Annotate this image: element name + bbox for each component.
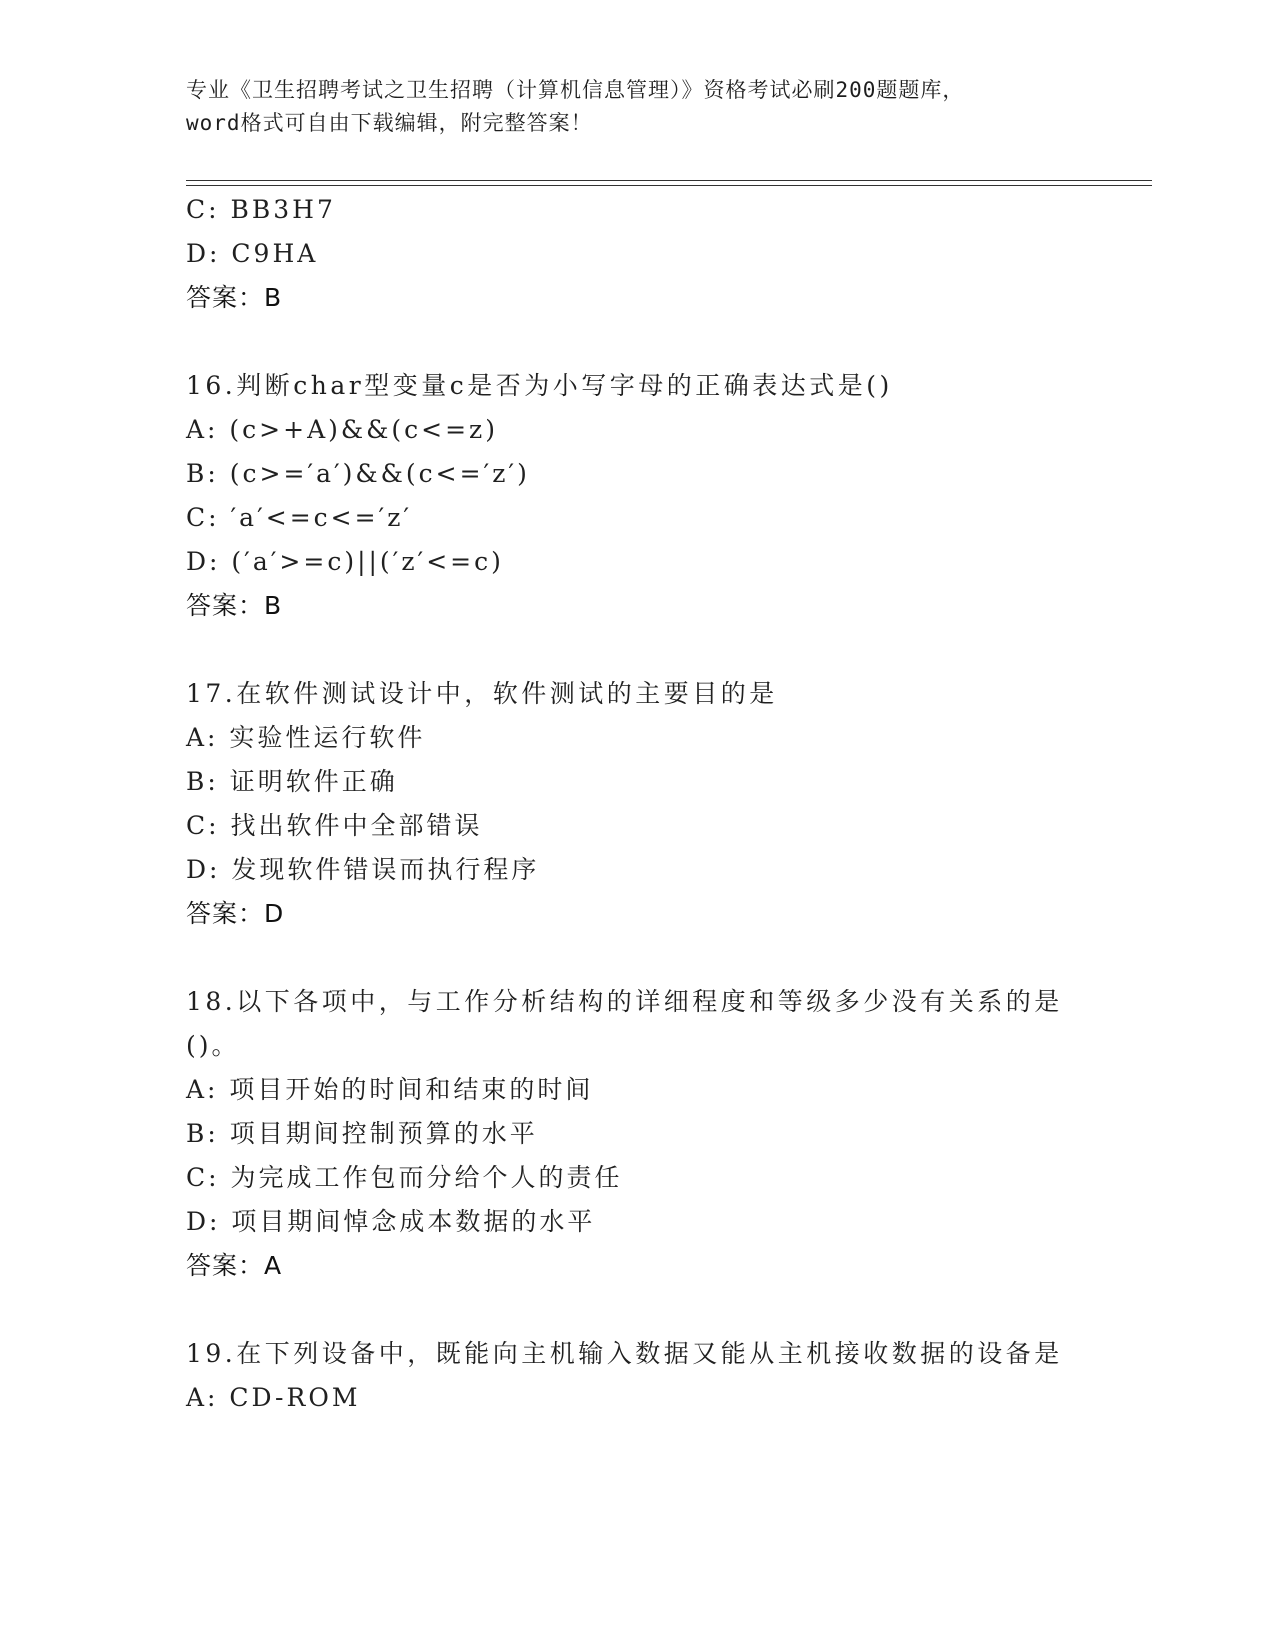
question-18-option-d: D: 项目期间悼念成本数据的水平 [186, 1207, 596, 1236]
question-18-stem: 18.以下各项中，与工作分析结构的详细程度和等级多少没有关系的是 [186, 987, 1063, 1016]
question-16-option-b: B: (c>=′a′)&&(c<=′z′) [186, 459, 530, 488]
question-17-option-d: D: 发现软件错误而执行程序 [186, 855, 540, 884]
question-16-option-d: D: (′a′>=c)||(′z′<=c) [186, 547, 504, 576]
question-17-answer: 答案：D [186, 899, 285, 928]
question-18-option-a: A: 项目开始的时间和结束的时间 [186, 1075, 594, 1104]
question-19-option-a: A: CD-ROM [186, 1383, 361, 1412]
question-16-answer: 答案：B [186, 591, 283, 620]
question-18-option-b: B: 项目期间控制预算的水平 [186, 1119, 538, 1148]
question-18-answer: 答案：A [186, 1251, 283, 1280]
question-17-option-c: C: 找出软件中全部错误 [186, 811, 483, 840]
question-16-option-a: A: (c>+A)&&(c<=z) [186, 415, 498, 444]
header-title-line-2: word格式可自由下载编辑，附完整答案！ [186, 111, 593, 135]
question-16-option-c: C: ′a′<=c<=′z′ [186, 503, 413, 532]
prev-question-answer: 答案：B [186, 283, 283, 312]
prev-question-option-d: D: C9HA [186, 239, 319, 268]
question-17-option-a: A: 实验性运行软件 [186, 723, 426, 752]
question-17-option-b: B: 证明软件正确 [186, 767, 398, 796]
question-18-option-c: C: 为完成工作包而分给个人的责任 [186, 1163, 623, 1192]
header-title-line-1: 专业《卫生招聘考试之卫生招聘（计算机信息管理）》资格考试必刷200题题库， [186, 78, 965, 102]
question-16-stem: 16.判断char型变量c是否为小写字母的正确表达式是() [186, 371, 893, 400]
document-header [186, 74, 1086, 140]
header-divider-bottom [186, 185, 1152, 186]
question-19-stem: 19.在下列设备中，既能向主机输入数据又能从主机接收数据的设备是 [186, 1339, 1063, 1368]
question-17-stem: 17.在软件测试设计中，软件测试的主要目的是 [186, 679, 778, 708]
header-divider-top [186, 180, 1152, 181]
prev-question-option-c: C: BB3H7 [186, 195, 336, 224]
question-18-stem-continued: ()。 [186, 1031, 240, 1060]
